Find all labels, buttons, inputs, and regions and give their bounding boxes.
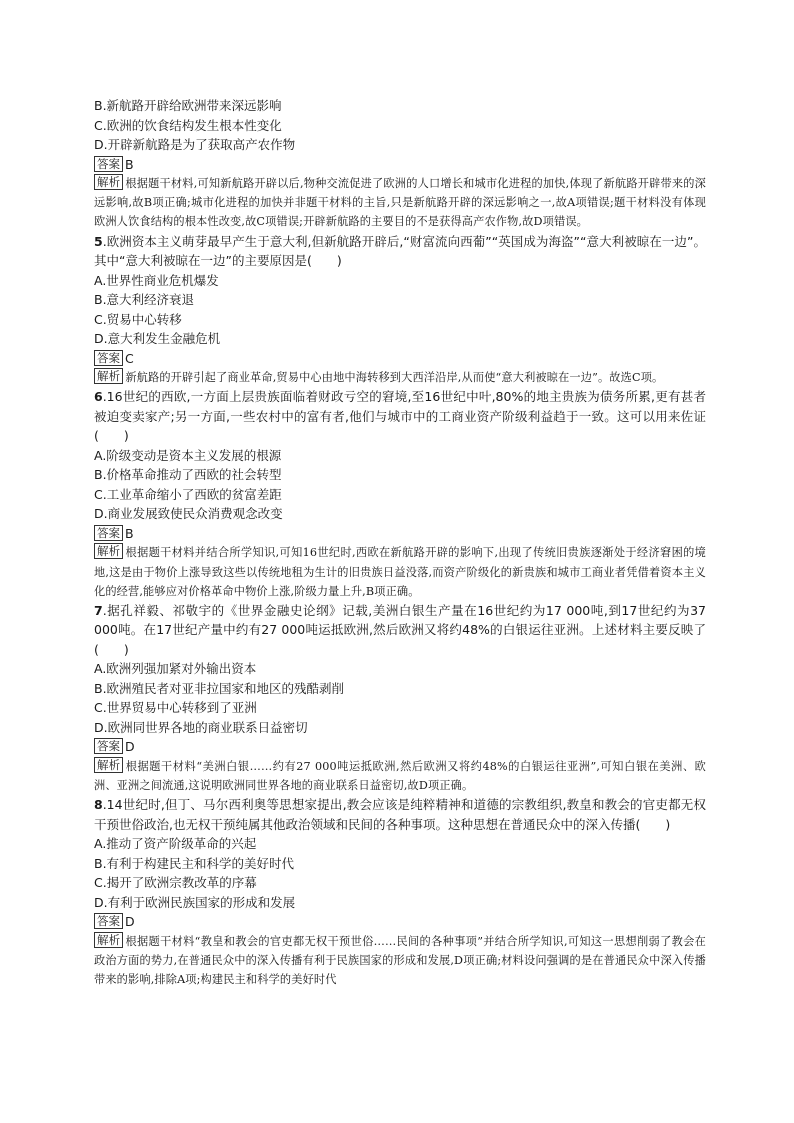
explanation-8 — [94, 932, 706, 990]
option-7a[interactable]: A.欧洲列强加紧对外输出资本 — [94, 661, 257, 677]
option-c-prev[interactable]: C.欧洲的饮食结构发生根本性变化 — [94, 117, 282, 133]
answer-tag: 答案 — [94, 156, 123, 172]
question-number: 6 — [94, 389, 103, 405]
answer-value: D — [125, 914, 135, 930]
explanation-6 — [94, 543, 706, 601]
option-6b[interactable]: B.价格革命推动了西欧的社会转型 — [94, 467, 282, 483]
explanation-tag: 解析 — [94, 174, 123, 190]
answer-value: D — [125, 739, 135, 755]
answer-value: B — [125, 156, 134, 172]
option-8b[interactable]: B.有利于构建民主和科学的美好时代 — [94, 855, 295, 871]
question-8 — [94, 795, 706, 834]
question-number: 7 — [94, 602, 103, 618]
option-8d[interactable]: D.有利于欧洲民族国家的形成和发展 — [94, 894, 296, 910]
question-text: .16世纪的西欧,一方面上层贵族面临着财政亏空的窘境,至16世纪中叶,80%的地主贵族为债务所累,更有甚者被迫变卖家产;另一方面,一些农村中的富有者,他们与城市中的工商业资产阶级利益趋于一致。这可以用来佐证( ) — [94, 389, 706, 444]
explanation-text: 新航路的开辟引起了商业革命,贸易中心由地中海转移到大西洋沿岸,从而使“意大利被晾在一边”。故选C项。 — [125, 371, 664, 385]
explanation-tag: 解析 — [94, 543, 123, 559]
option-7b[interactable]: B.欧洲殖民者对亚非拉国家和地区的残酷剥削 — [94, 680, 345, 696]
question-5 — [94, 232, 706, 271]
question-text: .欧洲资本主义萌芽最早产生于意大利,但新航路开辟后,“财富流向西葡”“英国成为海盗”“意大利被晾在一边”。其中“意大利被晾在一边”的主要原因是( ) — [94, 233, 706, 269]
answer-5 — [94, 349, 706, 369]
explanation-text: 根据题干材料并结合所学知识,可知16世纪时,西欧在新航路开辟的影响下,出现了传统旧贵族逐渐处于经济窘困的境地,这是由于物价上涨导致这些以传统地租为生计的旧贵族日益没落,而资产阶级化的新贵族和城市工商业者凭借着资本主义化的经营,能够应对价格革命中物价上涨,阶级力量上升,B项正确。 — [94, 546, 706, 598]
explanation-4 — [94, 174, 706, 232]
option-6d[interactable]: D.商业发展致使民众消费观念改变 — [94, 506, 283, 522]
explanation-tag: 解析 — [94, 757, 123, 773]
answer-tag: 答案 — [94, 350, 123, 366]
option-6a[interactable]: A.阶级变动是资本主义发展的根源 — [94, 447, 282, 463]
answer-value: B — [125, 525, 134, 541]
option-8c[interactable]: C.揭开了欧洲宗教改革的序幕 — [94, 875, 257, 891]
explanation-tag: 解析 — [94, 932, 123, 948]
answer-7 — [94, 737, 706, 757]
option-8a[interactable]: A.推动了资产阶级革命的兴起 — [94, 836, 257, 852]
option-6c[interactable]: C.工业革命缩小了西欧的贫富差距 — [94, 486, 282, 502]
option-5a[interactable]: A.世界性商业危机爆发 — [94, 272, 219, 288]
explanation-text: 根据题干材料“美洲白银……约有27 000吨运抵欧洲,然后欧洲又将约48%的白银运往亚洲”,可知白银在美洲、欧洲、亚洲之间流通,这说明欧洲同世界各地的商业联系日益密切,故D项正确。 — [94, 759, 706, 793]
document-page — [94, 96, 706, 989]
answer-tag: 答案 — [94, 738, 123, 754]
option-5c[interactable]: C.贸易中心转移 — [94, 311, 182, 327]
explanation-tag: 解析 — [94, 368, 123, 384]
option-5d[interactable]: D.意大利发生金融危机 — [94, 331, 221, 347]
answer-tag: 答案 — [94, 525, 123, 541]
explanation-5 — [94, 368, 706, 387]
answer-4 — [94, 155, 706, 175]
question-7 — [94, 601, 706, 660]
explanation-7 — [94, 757, 706, 795]
option-5b-prev[interactable]: B.新航路开辟给欧洲带来深远影响 — [94, 98, 282, 113]
explanation-text: 根据题干材料“教皇和教会的官吏都无权干预世俗……民间的各种事项”并结合所学知识,可知这一思想削弱了教会在政治方面的势力,在普通民众中的深入传播有利于民族国家的形成和发展,D项正确;材料设问强调的是在普通民众中深入传播带来的影响,排除A项;构建民主和科学的美好时代 — [94, 934, 706, 987]
option-5b[interactable]: B.意大利经济衰退 — [94, 292, 195, 308]
option-7d[interactable]: D.欧洲同世界各地的商业联系日益密切 — [94, 719, 308, 735]
option-7c[interactable]: C.世界贸易中心转移到了亚洲 — [94, 700, 257, 716]
question-text: .14世纪时,但丁、马尔西利奥等思想家提出,教会应该是纯粹精神和道德的宗教组织,教皇和教会的官吏都无权干预世俗政治,也无权干预纯属其他政治领域和民间的各种事项。这种思想在普通民众中的深入传播( ) — [94, 797, 706, 832]
answer-tag: 答案 — [94, 913, 123, 929]
answer-value: C — [125, 350, 134, 366]
question-number: 5 — [94, 233, 103, 249]
question-text: .据孔祥毅、祁敬宇的《世界金融史论纲》记载,美洲白银生产量在16世纪约为17 000吨,到17世纪约为37 000吨。在17世纪产量中约有27 000吨运抵欧洲,然后欧洲又将约48%的白银运往亚洲。上述材料主要反映了( ) — [94, 602, 706, 657]
question-number: 8 — [94, 797, 103, 813]
answer-6 — [94, 524, 706, 544]
explanation-text: 根据题干材料,可知新航路开辟以后,物种交流促进了欧洲的人口增长和城市化进程的加快,体现了新航路开辟带来的深远影响,故B项正确;城市化进程的加快并非题干材料的主旨,只是新航路开辟的深远影响之一,故A项错误;题干材料没有体现欧洲人饮食结构的根本性改变,故C项错误;开辟新航路的主要目的不是获得高产农作物,故D项错误。 — [94, 177, 706, 229]
question-6 — [94, 387, 706, 446]
option-d-prev[interactable]: D.开辟新航路是为了获取高产农作物 — [94, 137, 296, 152]
answer-8 — [94, 912, 706, 932]
